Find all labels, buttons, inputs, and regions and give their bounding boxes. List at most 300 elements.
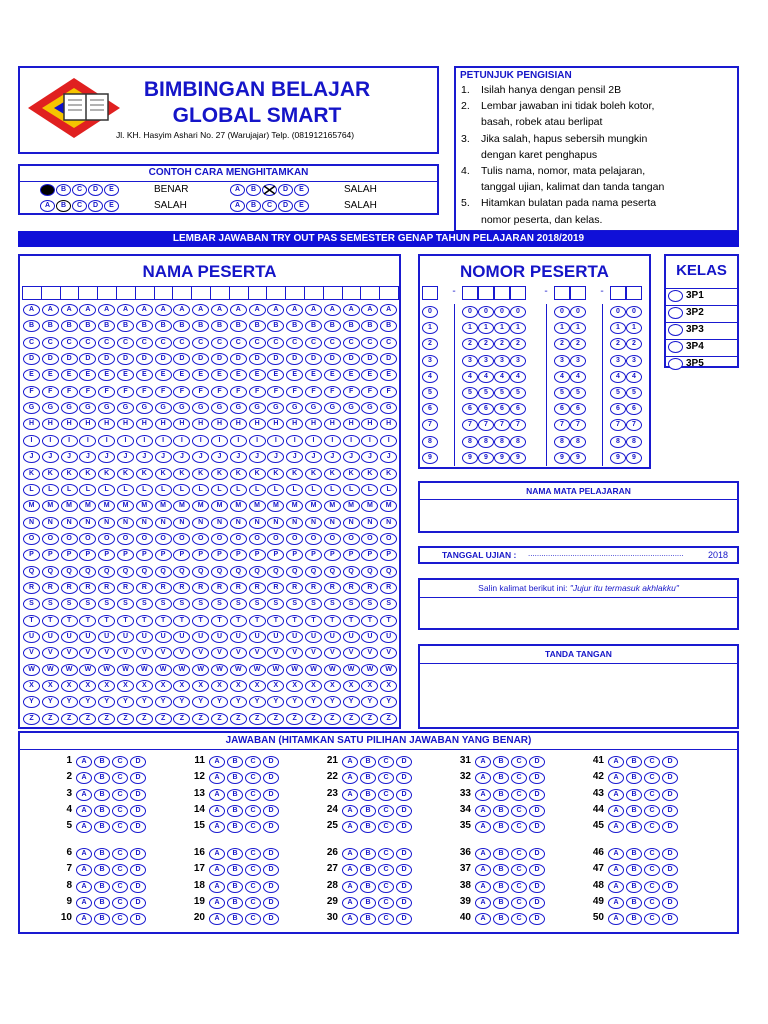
name-letter-bubble[interactable]: M [173, 500, 190, 512]
answer-bubble[interactable]: C [644, 805, 660, 817]
name-letter-bubble[interactable]: R [324, 582, 341, 594]
answer-bubble[interactable]: D [130, 756, 146, 768]
name-letter-box[interactable] [342, 286, 362, 300]
name-letter-bubble[interactable]: E [230, 369, 247, 381]
name-letter-bubble[interactable]: C [155, 337, 172, 349]
name-letter-bubble[interactable]: Y [42, 696, 59, 708]
name-letter-bubble[interactable]: H [305, 418, 322, 430]
example-bubble[interactable]: D [278, 184, 293, 196]
name-letter-bubble[interactable]: A [324, 304, 341, 316]
number-digit-bubble[interactable]: 9 [422, 452, 438, 464]
name-letter-bubble[interactable]: K [380, 468, 397, 480]
name-letter-bubble[interactable]: M [305, 500, 322, 512]
name-letter-bubble[interactable]: X [136, 680, 153, 692]
name-letter-bubble[interactable]: S [380, 598, 397, 610]
number-digit-bubble[interactable]: 4 [422, 371, 438, 383]
number-digit-bubble[interactable]: 6 [462, 403, 478, 415]
example-bubble[interactable]: C [262, 200, 277, 212]
number-digit-bubble[interactable]: 3 [610, 355, 626, 367]
name-letter-bubble[interactable]: K [267, 468, 284, 480]
number-digit-bubble[interactable]: 8 [610, 436, 626, 448]
name-letter-bubble[interactable]: Q [286, 566, 303, 578]
name-letter-bubble[interactable]: N [230, 517, 247, 529]
name-letter-bubble[interactable]: S [211, 598, 228, 610]
name-letter-bubble[interactable]: H [249, 418, 266, 430]
name-letter-bubble[interactable]: G [211, 402, 228, 414]
number-digit-bubble[interactable]: 4 [494, 371, 510, 383]
name-letter-bubble[interactable]: W [286, 664, 303, 676]
number-digit-bubble[interactable]: 0 [494, 306, 510, 318]
name-letter-bubble[interactable]: U [305, 631, 322, 643]
name-letter-bubble[interactable]: F [324, 386, 341, 398]
name-letter-bubble[interactable]: G [98, 402, 115, 414]
name-letter-bubble[interactable]: C [230, 337, 247, 349]
mata-pelajaran-field[interactable] [420, 500, 737, 531]
name-letter-bubble[interactable]: K [361, 468, 378, 480]
number-digit-bubble[interactable]: 6 [478, 403, 494, 415]
name-letter-bubble[interactable]: Z [324, 713, 341, 725]
name-letter-bubble[interactable]: G [79, 402, 96, 414]
name-letter-bubble[interactable]: W [192, 664, 209, 676]
name-letter-bubble[interactable]: Z [249, 713, 266, 725]
answer-bubble[interactable]: A [342, 772, 358, 784]
name-letter-bubble[interactable]: U [249, 631, 266, 643]
name-letter-bubble[interactable]: G [117, 402, 134, 414]
example-bubble[interactable]: D [88, 200, 103, 212]
name-letter-bubble[interactable]: B [98, 320, 115, 332]
answer-bubble[interactable]: B [360, 756, 376, 768]
answer-bubble[interactable]: D [529, 789, 545, 801]
name-letter-bubble[interactable]: Y [79, 696, 96, 708]
name-letter-bubble[interactable]: F [42, 386, 59, 398]
name-letter-bubble[interactable]: M [23, 500, 40, 512]
name-letter-box[interactable] [41, 286, 61, 300]
name-letter-bubble[interactable]: N [136, 517, 153, 529]
answer-bubble[interactable]: D [662, 864, 678, 876]
name-letter-bubble[interactable]: Y [324, 696, 341, 708]
number-digit-bubble[interactable]: 3 [510, 355, 526, 367]
name-letter-bubble[interactable]: P [211, 549, 228, 561]
name-letter-bubble[interactable]: F [98, 386, 115, 398]
name-letter-bubble[interactable]: N [249, 517, 266, 529]
name-letter-bubble[interactable]: N [324, 517, 341, 529]
example-bubble[interactable]: C [72, 184, 87, 196]
name-letter-bubble[interactable]: M [61, 500, 78, 512]
number-digit-box[interactable] [554, 286, 570, 300]
name-letter-bubble[interactable]: Q [211, 566, 228, 578]
name-letter-bubble[interactable]: L [343, 484, 360, 496]
name-letter-bubble[interactable]: F [230, 386, 247, 398]
name-letter-bubble[interactable]: B [343, 320, 360, 332]
answer-bubble[interactable]: A [209, 913, 225, 925]
name-letter-bubble[interactable]: C [305, 337, 322, 349]
answer-bubble[interactable]: D [396, 864, 412, 876]
name-letter-bubble[interactable]: K [23, 468, 40, 480]
name-letter-bubble[interactable]: Z [61, 713, 78, 725]
name-letter-bubble[interactable]: H [324, 418, 341, 430]
answer-bubble[interactable]: B [626, 805, 642, 817]
answer-bubble[interactable]: A [475, 772, 491, 784]
name-letter-bubble[interactable]: G [286, 402, 303, 414]
name-letter-bubble[interactable]: M [117, 500, 134, 512]
name-letter-bubble[interactable]: J [380, 451, 397, 463]
name-letter-box[interactable] [172, 286, 192, 300]
name-letter-bubble[interactable]: H [98, 418, 115, 430]
number-digit-bubble[interactable]: 0 [570, 306, 586, 318]
answer-bubble[interactable]: D [529, 848, 545, 860]
number-digit-bubble[interactable]: 5 [554, 387, 570, 399]
answer-bubble[interactable]: A [342, 848, 358, 860]
answer-bubble[interactable]: C [245, 881, 261, 893]
name-letter-bubble[interactable]: K [117, 468, 134, 480]
kelas-bubble[interactable] [668, 307, 683, 319]
name-letter-bubble[interactable]: Z [361, 713, 378, 725]
name-letter-bubble[interactable]: B [286, 320, 303, 332]
name-letter-bubble[interactable]: T [286, 615, 303, 627]
answer-bubble[interactable]: A [76, 913, 92, 925]
name-letter-bubble[interactable]: P [343, 549, 360, 561]
answer-bubble[interactable]: A [342, 881, 358, 893]
answer-bubble[interactable]: B [227, 864, 243, 876]
answer-bubble[interactable]: A [608, 913, 624, 925]
name-letter-bubble[interactable]: Z [286, 713, 303, 725]
answer-bubble[interactable]: B [360, 913, 376, 925]
name-letter-bubble[interactable]: M [324, 500, 341, 512]
number-digit-box[interactable] [494, 286, 510, 300]
name-letter-bubble[interactable]: D [117, 353, 134, 365]
name-letter-bubble[interactable]: O [380, 533, 397, 545]
answer-bubble[interactable]: C [378, 789, 394, 801]
number-digit-bubble[interactable]: 2 [494, 338, 510, 350]
name-letter-bubble[interactable]: Q [267, 566, 284, 578]
name-letter-bubble[interactable]: M [136, 500, 153, 512]
number-digit-bubble[interactable]: 8 [510, 436, 526, 448]
kelas-bubble[interactable] [668, 358, 683, 370]
name-letter-bubble[interactable]: K [230, 468, 247, 480]
name-letter-bubble[interactable]: C [42, 337, 59, 349]
name-letter-box[interactable] [248, 286, 268, 300]
number-digit-bubble[interactable]: 8 [494, 436, 510, 448]
name-letter-bubble[interactable]: I [79, 435, 96, 447]
name-letter-bubble[interactable]: A [23, 304, 40, 316]
answer-bubble[interactable]: D [662, 848, 678, 860]
name-letter-bubble[interactable]: E [155, 369, 172, 381]
name-letter-bubble[interactable]: D [324, 353, 341, 365]
name-letter-bubble[interactable]: Z [98, 713, 115, 725]
name-letter-bubble[interactable]: N [267, 517, 284, 529]
name-letter-bubble[interactable]: K [249, 468, 266, 480]
name-letter-bubble[interactable]: T [343, 615, 360, 627]
answer-bubble[interactable]: B [493, 897, 509, 909]
name-letter-bubble[interactable]: B [192, 320, 209, 332]
name-letter-bubble[interactable]: C [136, 337, 153, 349]
name-letter-bubble[interactable]: T [155, 615, 172, 627]
number-digit-box[interactable] [570, 286, 586, 300]
name-letter-bubble[interactable]: U [136, 631, 153, 643]
answer-bubble[interactable]: B [227, 772, 243, 784]
answer-bubble[interactable]: B [94, 848, 110, 860]
name-letter-bubble[interactable]: P [42, 549, 59, 561]
name-letter-bubble[interactable]: I [192, 435, 209, 447]
name-letter-bubble[interactable]: G [42, 402, 59, 414]
answer-bubble[interactable]: D [662, 821, 678, 833]
name-letter-box[interactable] [116, 286, 136, 300]
answer-bubble[interactable]: C [378, 772, 394, 784]
name-letter-bubble[interactable]: V [249, 647, 266, 659]
name-letter-bubble[interactable]: L [211, 484, 228, 496]
name-letter-bubble[interactable]: S [79, 598, 96, 610]
name-letter-bubble[interactable]: D [380, 353, 397, 365]
name-letter-bubble[interactable]: A [343, 304, 360, 316]
name-letter-bubble[interactable]: N [79, 517, 96, 529]
number-digit-bubble[interactable]: 1 [554, 322, 570, 334]
name-letter-bubble[interactable]: Y [61, 696, 78, 708]
name-letter-bubble[interactable]: Z [155, 713, 172, 725]
name-letter-bubble[interactable]: Y [343, 696, 360, 708]
answer-bubble[interactable]: D [529, 913, 545, 925]
answer-bubble[interactable]: D [396, 756, 412, 768]
name-letter-bubble[interactable]: H [136, 418, 153, 430]
name-letter-bubble[interactable]: N [61, 517, 78, 529]
name-letter-bubble[interactable]: Y [155, 696, 172, 708]
number-digit-bubble[interactable]: 1 [478, 322, 494, 334]
name-letter-bubble[interactable]: S [361, 598, 378, 610]
name-letter-bubble[interactable]: L [98, 484, 115, 496]
answer-bubble[interactable]: C [112, 913, 128, 925]
name-letter-bubble[interactable]: V [267, 647, 284, 659]
answer-bubble[interactable]: B [626, 772, 642, 784]
number-digit-bubble[interactable]: 1 [626, 322, 642, 334]
answer-bubble[interactable]: B [360, 881, 376, 893]
name-letter-bubble[interactable]: H [343, 418, 360, 430]
number-digit-bubble[interactable]: 4 [626, 371, 642, 383]
name-letter-bubble[interactable]: A [267, 304, 284, 316]
name-letter-bubble[interactable]: J [61, 451, 78, 463]
name-letter-bubble[interactable]: N [343, 517, 360, 529]
answer-bubble[interactable]: A [342, 913, 358, 925]
name-letter-bubble[interactable]: E [117, 369, 134, 381]
name-letter-bubble[interactable]: X [343, 680, 360, 692]
answer-bubble[interactable]: B [360, 821, 376, 833]
name-letter-bubble[interactable]: V [98, 647, 115, 659]
name-letter-bubble[interactable]: I [230, 435, 247, 447]
name-letter-bubble[interactable]: T [380, 615, 397, 627]
name-letter-bubble[interactable]: B [249, 320, 266, 332]
name-letter-bubble[interactable]: H [79, 418, 96, 430]
answer-bubble[interactable]: B [94, 756, 110, 768]
name-letter-bubble[interactable]: U [61, 631, 78, 643]
name-letter-bubble[interactable]: K [305, 468, 322, 480]
name-letter-bubble[interactable]: V [211, 647, 228, 659]
name-letter-bubble[interactable]: E [380, 369, 397, 381]
name-letter-bubble[interactable]: G [192, 402, 209, 414]
answer-bubble[interactable]: B [227, 897, 243, 909]
name-letter-bubble[interactable]: J [192, 451, 209, 463]
name-letter-bubble[interactable]: O [343, 533, 360, 545]
number-digit-bubble[interactable]: 7 [478, 419, 494, 431]
answer-bubble[interactable]: C [378, 848, 394, 860]
name-letter-bubble[interactable]: D [61, 353, 78, 365]
name-letter-bubble[interactable]: V [136, 647, 153, 659]
name-letter-bubble[interactable]: P [61, 549, 78, 561]
name-letter-bubble[interactable]: Z [23, 713, 40, 725]
kelas-bubble[interactable] [668, 341, 683, 353]
answer-bubble[interactable]: D [396, 805, 412, 817]
name-letter-bubble[interactable]: O [192, 533, 209, 545]
name-letter-bubble[interactable]: G [305, 402, 322, 414]
number-digit-bubble[interactable]: 9 [554, 452, 570, 464]
name-letter-bubble[interactable]: E [211, 369, 228, 381]
answer-bubble[interactable]: D [529, 897, 545, 909]
name-letter-bubble[interactable]: V [23, 647, 40, 659]
name-letter-bubble[interactable]: V [305, 647, 322, 659]
salin-field[interactable] [420, 598, 737, 628]
name-letter-bubble[interactable]: A [361, 304, 378, 316]
answer-bubble[interactable]: A [76, 805, 92, 817]
name-letter-bubble[interactable]: S [286, 598, 303, 610]
name-letter-bubble[interactable]: Y [380, 696, 397, 708]
number-digit-bubble[interactable]: 2 [610, 338, 626, 350]
name-letter-bubble[interactable]: K [79, 468, 96, 480]
name-letter-bubble[interactable]: F [23, 386, 40, 398]
name-letter-bubble[interactable]: W [380, 664, 397, 676]
name-letter-bubble[interactable]: T [173, 615, 190, 627]
answer-bubble[interactable]: D [396, 772, 412, 784]
answer-bubble[interactable]: C [245, 821, 261, 833]
name-letter-bubble[interactable]: O [305, 533, 322, 545]
name-letter-bubble[interactable]: P [79, 549, 96, 561]
number-digit-bubble[interactable]: 6 [422, 403, 438, 415]
answer-bubble[interactable]: C [644, 864, 660, 876]
name-letter-bubble[interactable]: J [98, 451, 115, 463]
name-letter-bubble[interactable]: C [23, 337, 40, 349]
name-letter-bubble[interactable]: B [267, 320, 284, 332]
number-digit-bubble[interactable]: 0 [462, 306, 478, 318]
name-letter-bubble[interactable]: X [98, 680, 115, 692]
name-letter-bubble[interactable]: S [117, 598, 134, 610]
name-letter-bubble[interactable]: F [155, 386, 172, 398]
answer-bubble[interactable]: D [662, 913, 678, 925]
name-letter-bubble[interactable]: T [136, 615, 153, 627]
answer-bubble[interactable]: D [263, 897, 279, 909]
name-letter-bubble[interactable]: U [286, 631, 303, 643]
answer-bubble[interactable]: A [475, 789, 491, 801]
name-letter-bubble[interactable]: H [42, 418, 59, 430]
name-letter-bubble[interactable]: U [361, 631, 378, 643]
name-letter-bubble[interactable]: L [192, 484, 209, 496]
tanda-tangan-field[interactable] [420, 664, 737, 727]
name-letter-bubble[interactable]: Q [305, 566, 322, 578]
name-letter-bubble[interactable]: Q [343, 566, 360, 578]
answer-bubble[interactable]: C [112, 756, 128, 768]
name-letter-box[interactable] [379, 286, 399, 300]
name-letter-bubble[interactable]: P [380, 549, 397, 561]
name-letter-bubble[interactable]: A [211, 304, 228, 316]
name-letter-bubble[interactable]: D [361, 353, 378, 365]
answer-bubble[interactable]: B [227, 881, 243, 893]
answer-bubble[interactable]: A [76, 848, 92, 860]
name-letter-bubble[interactable]: I [136, 435, 153, 447]
name-letter-bubble[interactable]: O [79, 533, 96, 545]
answer-bubble[interactable]: B [360, 897, 376, 909]
name-letter-bubble[interactable]: P [192, 549, 209, 561]
answer-bubble[interactable]: A [342, 805, 358, 817]
name-letter-bubble[interactable]: W [42, 664, 59, 676]
answer-bubble[interactable]: C [245, 913, 261, 925]
name-letter-bubble[interactable]: C [117, 337, 134, 349]
answer-bubble[interactable]: B [360, 805, 376, 817]
example-bubble[interactable]: E [104, 200, 119, 212]
name-letter-bubble[interactable]: S [98, 598, 115, 610]
name-letter-box[interactable] [97, 286, 117, 300]
name-letter-bubble[interactable]: H [380, 418, 397, 430]
answer-bubble[interactable]: C [511, 848, 527, 860]
answer-bubble[interactable]: B [493, 805, 509, 817]
number-digit-bubble[interactable]: 9 [626, 452, 642, 464]
answer-bubble[interactable]: C [644, 897, 660, 909]
tanggal-field[interactable]: ...................................................................... [528, 549, 684, 558]
name-letter-bubble[interactable]: T [117, 615, 134, 627]
name-letter-bubble[interactable]: Z [267, 713, 284, 725]
name-letter-bubble[interactable]: V [324, 647, 341, 659]
answer-bubble[interactable]: B [227, 789, 243, 801]
number-digit-bubble[interactable]: 0 [610, 306, 626, 318]
answer-bubble[interactable]: D [396, 913, 412, 925]
name-letter-bubble[interactable]: N [286, 517, 303, 529]
name-letter-bubble[interactable]: Y [211, 696, 228, 708]
number-digit-box[interactable] [626, 286, 642, 300]
number-digit-bubble[interactable]: 0 [554, 306, 570, 318]
number-digit-bubble[interactable]: 2 [570, 338, 586, 350]
answer-bubble[interactable]: D [529, 772, 545, 784]
name-letter-bubble[interactable]: P [267, 549, 284, 561]
answer-bubble[interactable]: C [511, 821, 527, 833]
name-letter-bubble[interactable]: L [42, 484, 59, 496]
name-letter-bubble[interactable]: Z [173, 713, 190, 725]
name-letter-bubble[interactable]: R [117, 582, 134, 594]
name-letter-bubble[interactable]: O [211, 533, 228, 545]
answer-bubble[interactable]: D [263, 913, 279, 925]
name-letter-bubble[interactable]: C [267, 337, 284, 349]
name-letter-bubble[interactable]: P [286, 549, 303, 561]
name-letter-bubble[interactable]: H [211, 418, 228, 430]
answer-bubble[interactable]: A [209, 897, 225, 909]
name-letter-bubble[interactable]: C [211, 337, 228, 349]
answer-bubble[interactable]: A [76, 772, 92, 784]
name-letter-bubble[interactable]: E [79, 369, 96, 381]
answer-bubble[interactable]: A [475, 805, 491, 817]
name-letter-bubble[interactable]: K [61, 468, 78, 480]
name-letter-bubble[interactable]: Y [286, 696, 303, 708]
answer-bubble[interactable]: B [94, 772, 110, 784]
name-letter-bubble[interactable]: C [192, 337, 209, 349]
name-letter-bubble[interactable]: L [136, 484, 153, 496]
example-bubble[interactable]: A [40, 200, 55, 212]
name-letter-bubble[interactable]: D [155, 353, 172, 365]
name-letter-bubble[interactable]: D [98, 353, 115, 365]
number-digit-bubble[interactable]: 3 [422, 355, 438, 367]
name-letter-bubble[interactable]: D [211, 353, 228, 365]
name-letter-bubble[interactable]: S [61, 598, 78, 610]
number-digit-bubble[interactable]: 3 [494, 355, 510, 367]
answer-bubble[interactable]: A [608, 789, 624, 801]
answer-bubble[interactable]: D [263, 864, 279, 876]
answer-bubble[interactable]: B [94, 913, 110, 925]
name-letter-bubble[interactable]: B [136, 320, 153, 332]
name-letter-bubble[interactable]: M [380, 500, 397, 512]
name-letter-bubble[interactable]: J [361, 451, 378, 463]
name-letter-bubble[interactable]: T [211, 615, 228, 627]
